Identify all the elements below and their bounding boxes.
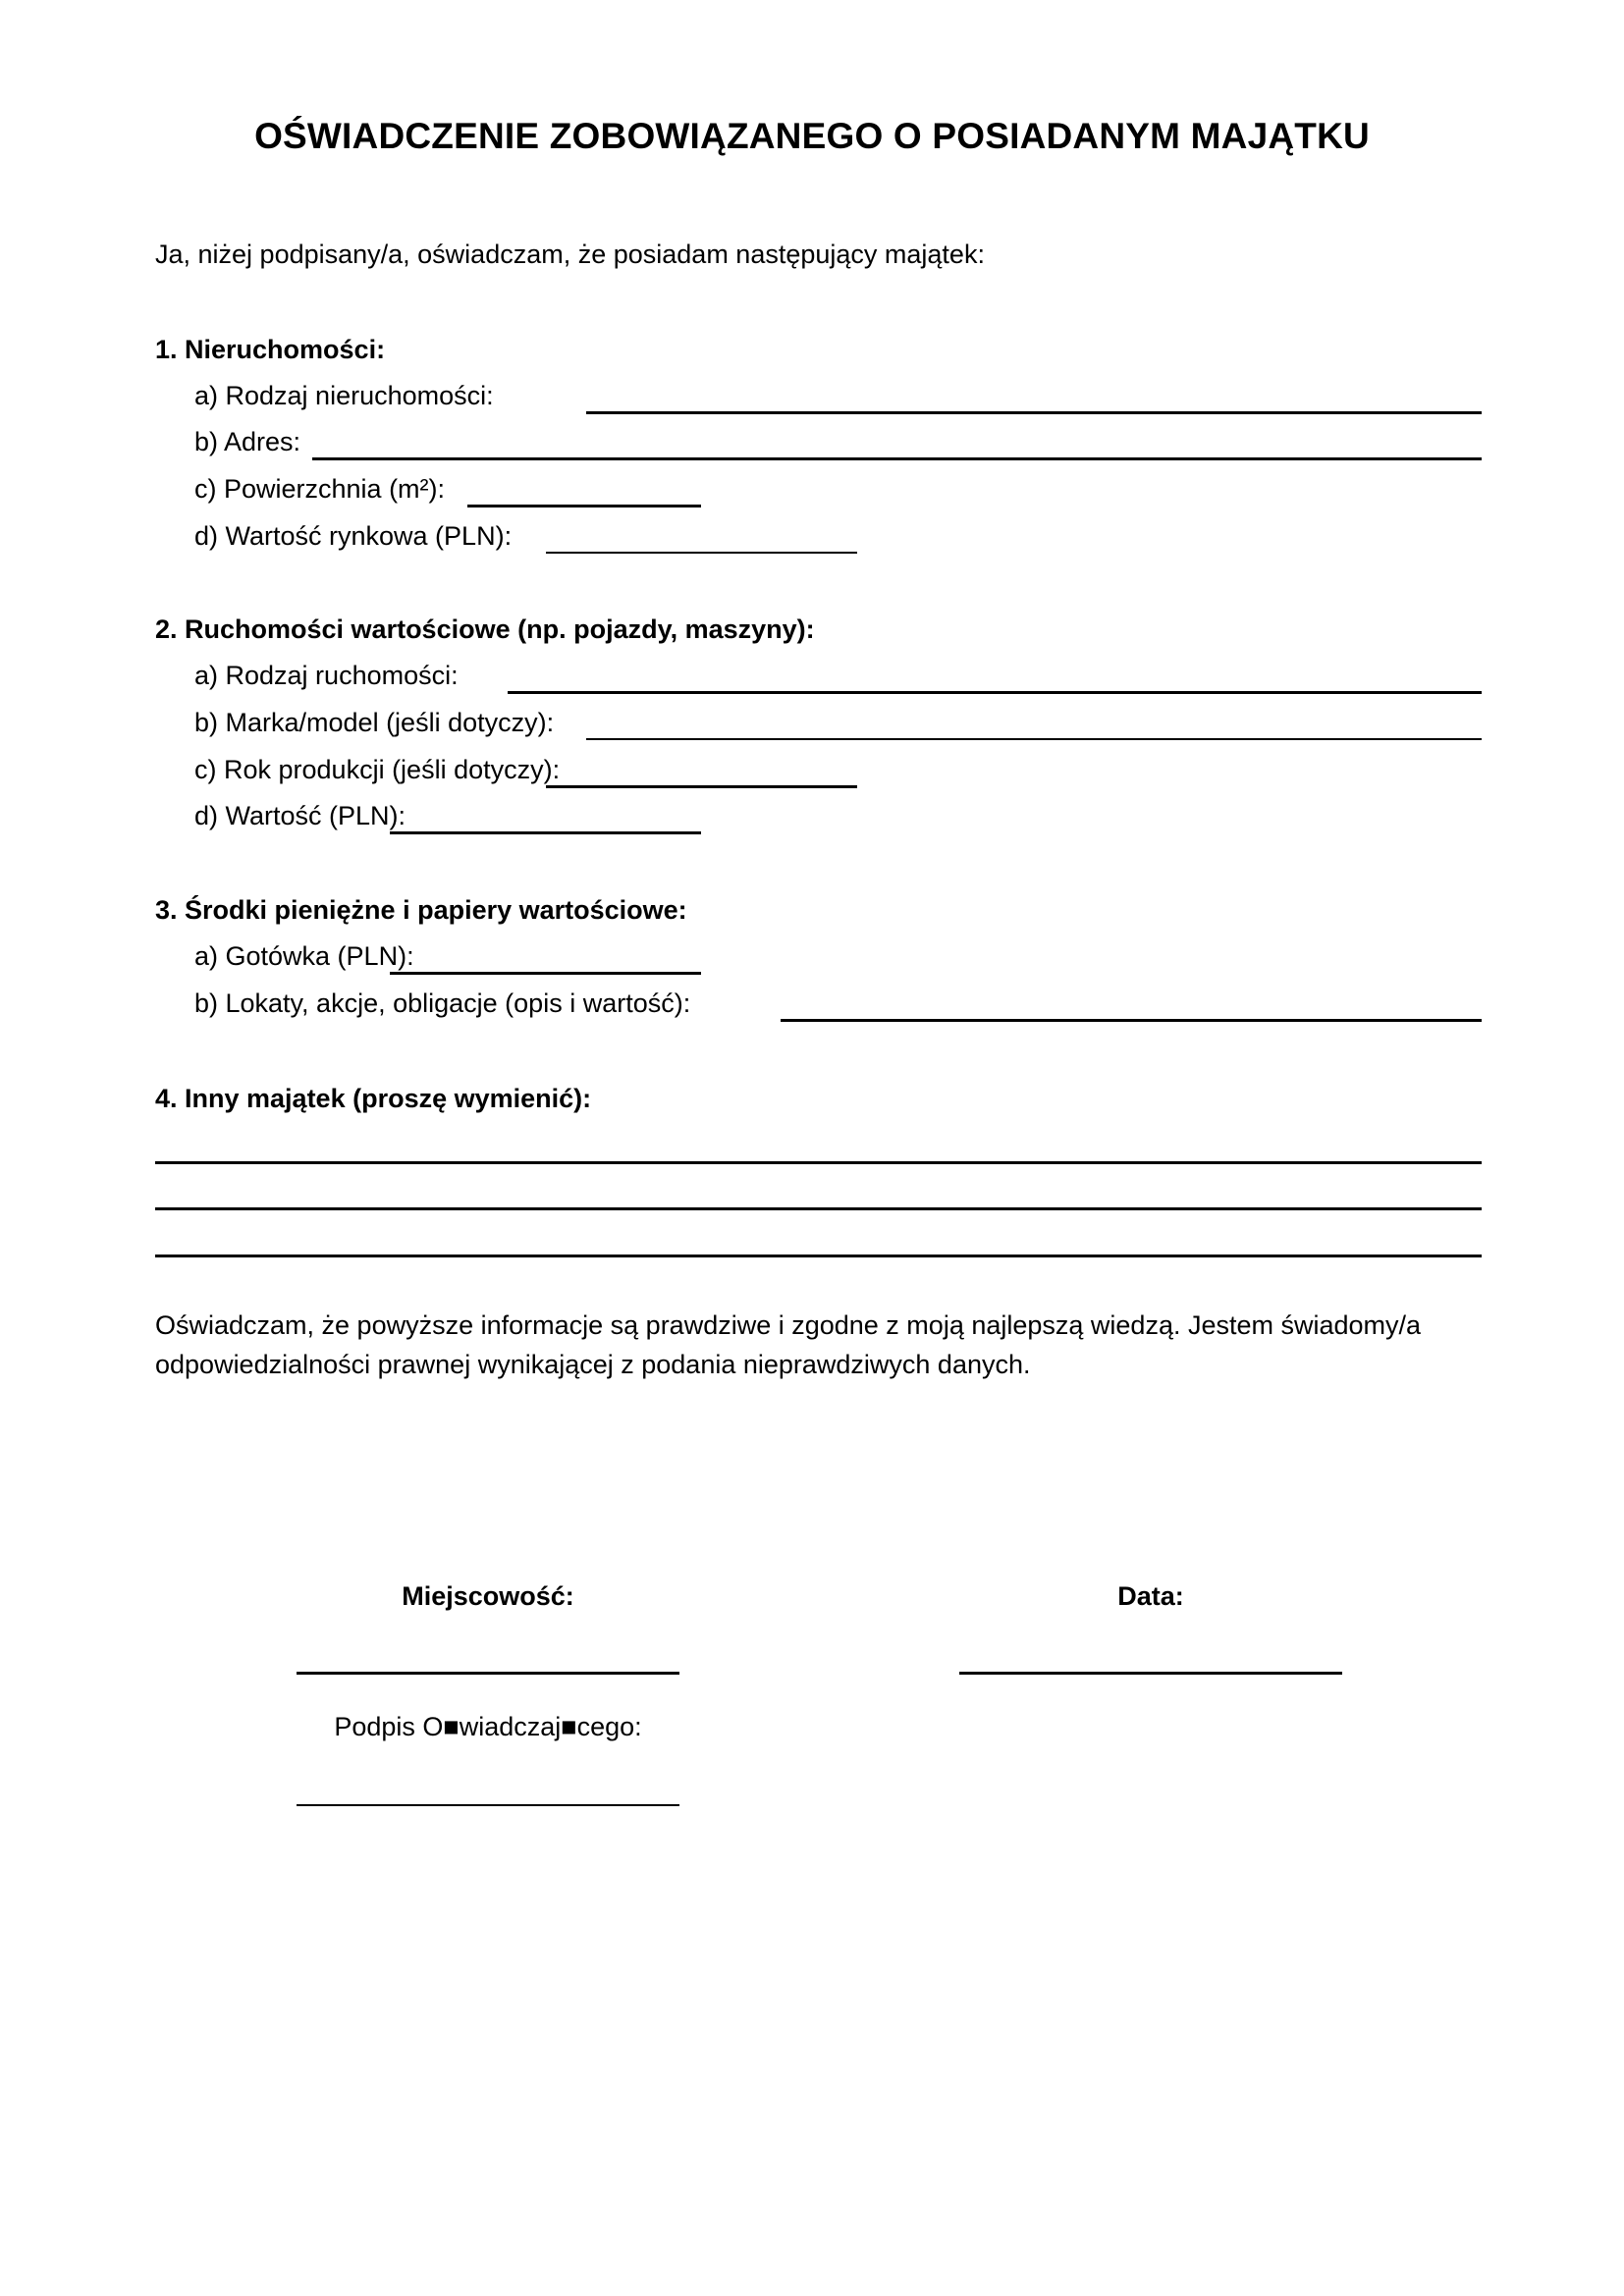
area-field[interactable] — [467, 505, 701, 507]
cash-label: a) Gotówka (PLN): — [194, 941, 414, 971]
address-label: b) Adres: — [194, 427, 301, 456]
section-1-heading: 1. Nieruchomości: — [155, 335, 386, 364]
document-title: OŚWIADCZENIE ZOBOWIĄZANEGO O POSIADANYM MAJĄTKU — [254, 116, 1370, 156]
other-assets-line-2[interactable] — [155, 1207, 1482, 1210]
movable-value-label: d) Wartość (PLN): — [194, 801, 406, 830]
movable-type-label: a) Rodzaj ruchomości: — [194, 661, 459, 690]
cash-field[interactable] — [390, 972, 701, 975]
signature-field[interactable] — [297, 1804, 679, 1806]
movable-value-field[interactable] — [390, 831, 701, 834]
property-type-field[interactable] — [586, 411, 1482, 414]
production-year-label: c) Rok produkcji (jeśli dotyczy): — [194, 755, 561, 784]
date-label: Data: — [1117, 1581, 1184, 1611]
production-year-field[interactable] — [546, 785, 857, 788]
date-field[interactable] — [959, 1672, 1342, 1675]
signature-label: Podpis O■wiadczaj■cego: — [334, 1712, 642, 1741]
property-type-label: a) Rodzaj nieruchomości: — [194, 381, 494, 410]
make-model-label: b) Marka/model (jeśli dotyczy): — [194, 708, 555, 737]
intro-text: Ja, niżej podpisany/a, oświadczam, że posiadam następujący majątek: — [155, 240, 985, 269]
place-field[interactable] — [297, 1672, 679, 1675]
make-model-field[interactable] — [586, 738, 1482, 740]
other-assets-line-1[interactable] — [155, 1161, 1482, 1164]
deposits-field[interactable] — [781, 1019, 1482, 1022]
section-4-heading: 4. Inny majątek (proszę wymienić): — [155, 1084, 592, 1113]
market-value-label: d) Wartość rynkowa (PLN): — [194, 521, 513, 551]
declaration-text: Oświadczam, że powyższe informacje są prawdziwe i zgodne z moją najlepszą wiedzą. Jestem świadomy/a odpowiedzialności prawnej wynikającej z podania nieprawdziwych danych. — [155, 1310, 1422, 1379]
area-label: c) Powierzchnia (m²): — [194, 474, 446, 504]
section-3-heading: 3. Środki pieniężne i papiery wartościowe: — [155, 895, 687, 925]
market-value-field[interactable] — [546, 552, 857, 554]
deposits-label: b) Lokaty, akcje, obligacje (opis i wartość): — [194, 988, 691, 1018]
section-2-heading: 2. Ruchomości wartościowe (np. pojazdy, maszyny): — [155, 614, 815, 644]
place-label: Miejscowość: — [402, 1581, 574, 1611]
address-field[interactable] — [312, 457, 1482, 460]
movable-type-field[interactable] — [508, 691, 1482, 694]
other-assets-line-3[interactable] — [155, 1255, 1482, 1257]
